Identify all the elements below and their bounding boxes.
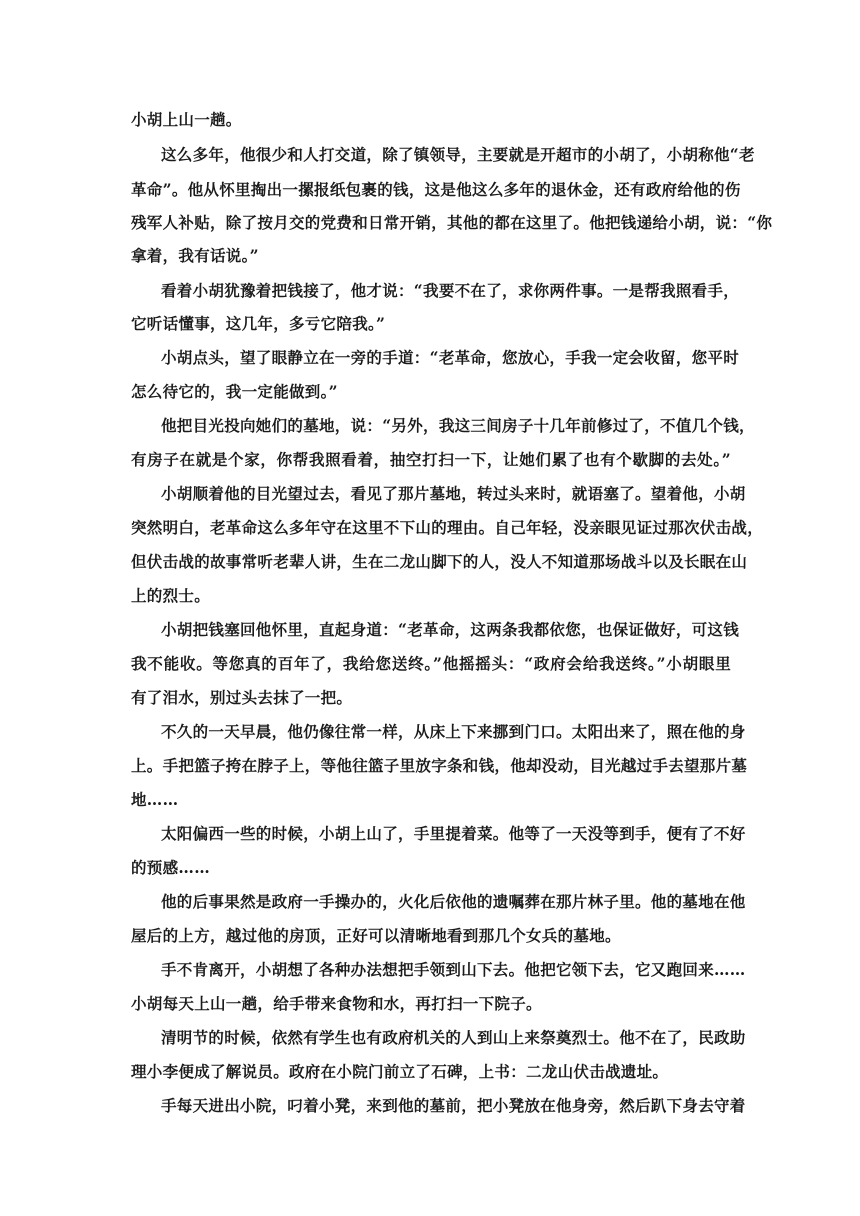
text-line: 理小李便成了解说员。政府在小院门前立了石碑，上书：二龙山伏击战遗址。 (131, 1062, 669, 1081)
text-line: 有房子在就是个家，你帮我照看着，抽空打扫一下，让她们累了也有个歇脚的去处。” (131, 450, 731, 469)
text-line: 的预感…… (131, 858, 211, 877)
text-line: 小胡点头，望了眼静立在一旁的手道：“老革命，您放心，手我一定会收留，您平时 (161, 348, 740, 367)
text-line: 手不肯离开，小胡想了各种办法想把手领到山下去。他把它领下去，它又跑回来…… (161, 960, 746, 979)
text-line: 残军人补贴，除了按月交的党费和日常开销，其他的都在这里了。他把钱递给小胡，说：“你 (131, 213, 773, 232)
text-line: 小胡把钱塞回他怀里，直起身道：“老革命，这两条我都依您，也保证做好，可这钱 (161, 620, 740, 639)
text-line: 上。手把篮子挎在脖子上，等他往篮子里放字条和钱，他却没动，目光越过手去望那片墓 (131, 756, 748, 775)
text-line: 小胡顺着他的目光望过去，看见了那片墓地，转过头来时，就语塞了。望着他，小胡 (161, 484, 746, 503)
text-line: 有了泪水，别过头去抹了一把。 (131, 688, 353, 707)
text-line: 这么多年，他很少和人打交道，除了镇领导，主要就是开超市的小胡了，小胡称他“老 (161, 145, 755, 164)
text-line: 小胡每天上山一趟，给手带来食物和水，再打扫一下院子。 (131, 994, 542, 1013)
text-line: 不久的一天早晨，他仍像往常一样，从床上下来挪到门口。太阳出来了，照在他的身 (161, 722, 746, 741)
text-line: 但伏击战的故事常听老辈人讲，生在二龙山脚下的人，没人不知道那场战斗以及长眠在山 (131, 552, 748, 571)
text-line: 小胡上山一趟。 (131, 110, 242, 129)
text-line: 它听话懂事，这几年，多亏它陪我。” (131, 314, 386, 333)
text-line: 上的烈士。 (131, 586, 211, 605)
text-line: 我不能收。等您真的百年了，我给您送终。”他摇摇头：“政府会给我送终。”小胡眼里 (131, 654, 731, 673)
text-line: 太阳偏西一些的时候，小胡上山了，手里提着菜。他等了一天没等到手，便有了不好 (161, 824, 746, 843)
text-line: 突然明白，老革命这么多年守在这里不下山的理由。自己年轻，没亲眼见证过那次伏击战， (131, 518, 764, 537)
text-line: 手每天进出小院，叼着小凳，来到他的墓前，把小凳放在他身旁，然后趴下身去守着 (161, 1096, 746, 1115)
text-line: 看着小胡犹豫着把钱接了，他才说：“我要不在了，求你两件事。一是帮我照看手， (161, 281, 740, 300)
text-line: 他的后事果然是政府一手操办的，火化后依他的遗嘱葬在那片林子里。他的墓地在他 (161, 892, 746, 911)
text-line: 拿着，我有话说。” (131, 246, 259, 265)
text-line: 革命”。他从怀里掏出一摞报纸包裹的钱，这是他这么多年的退休金，还有政府给他的伤 (131, 180, 741, 199)
text-line: 怎么待它的，我一定能做到。” (131, 382, 338, 401)
text-line: 清明节的时候，依然有学生也有政府机关的人到山上来祭奠烈士。他不在了，民政助 (161, 1028, 746, 1047)
text-line: 屋后的上方，越过他的房顶，正好可以清晰地看到那几个女兵的墓地。 (131, 926, 621, 945)
text-line: 他把目光投向她们的墓地，说：“另外，我这三间房子十几年前修过了，不值几个钱， (161, 416, 755, 435)
text-line: 地…… (131, 790, 179, 809)
